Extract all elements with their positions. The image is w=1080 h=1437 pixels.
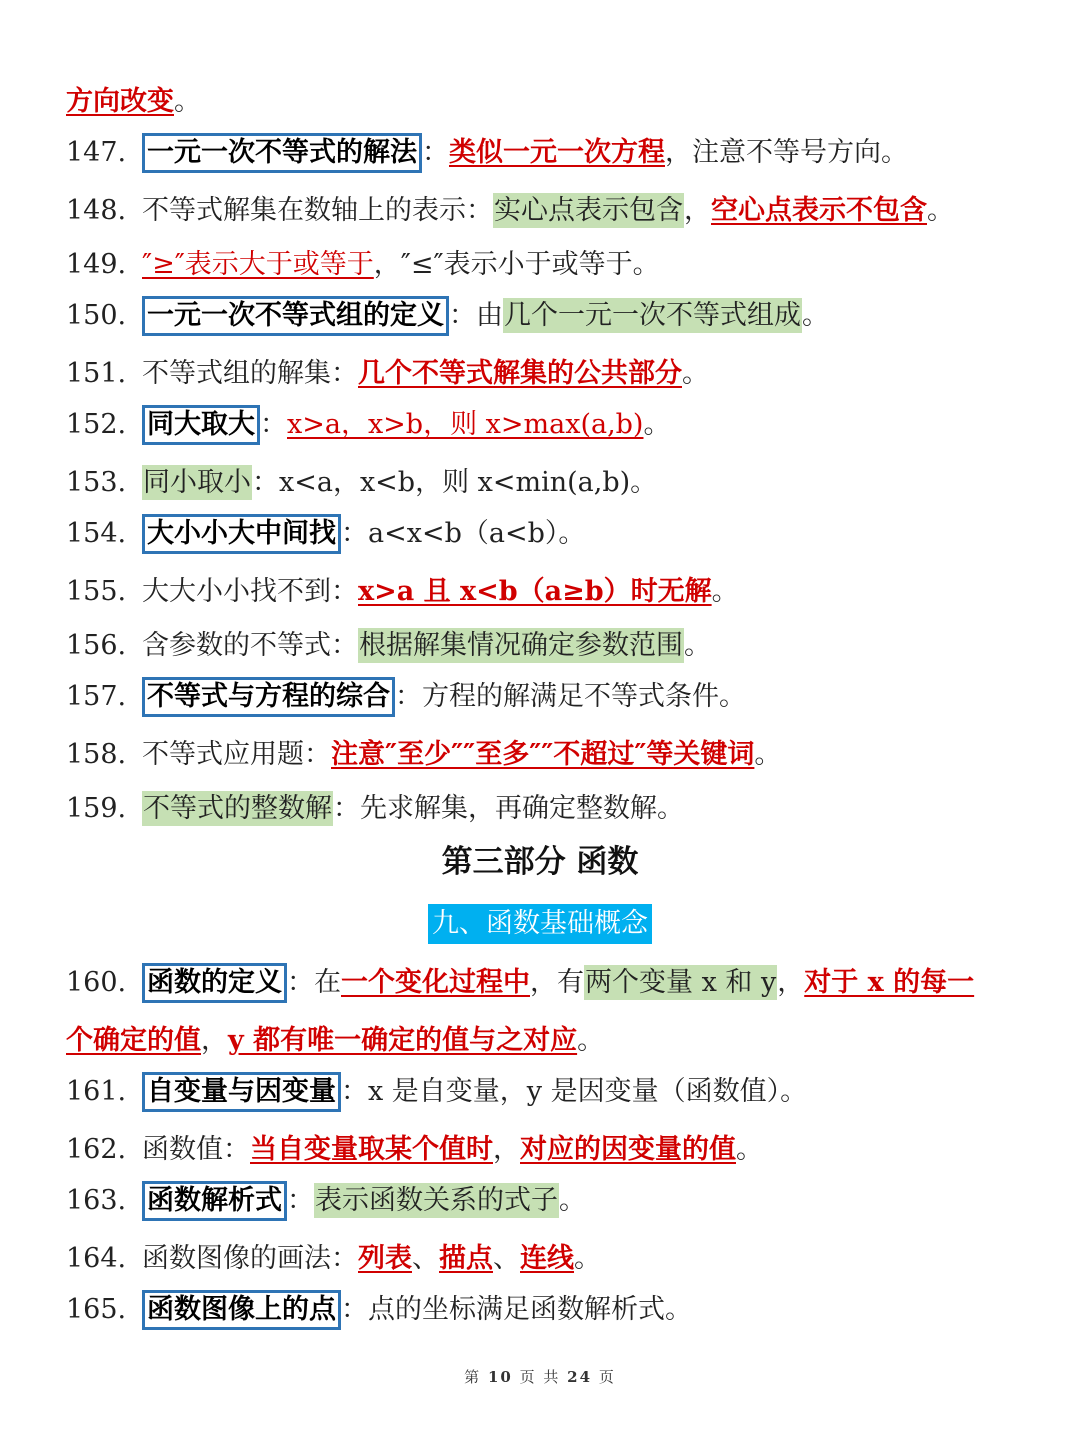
keypoint-text: 方向改变 [66, 86, 174, 117]
term-box: 不等式与方程的综合 [142, 677, 395, 717]
highlight-text: 实心点表示包含 [494, 195, 683, 226]
item-164: 164. 函数图像的画法：列表、描点、连线。 [66, 1239, 1040, 1279]
keypoint-text: 当自变量取某个值时 [250, 1134, 493, 1165]
item-160: 160. 函数的定义 ：在一个变化过程中，有两个变量 x 和 y，对于 x 的每一 [66, 963, 1040, 1003]
item-number: 161. [66, 1076, 127, 1107]
item-147: 147. 一元一次不等式的解法 ：类似一元一次方程，注意不等号方向。 [66, 133, 1040, 173]
item-153: 153. 同小取小：x<a，x<b，则 x<min(a,b)。 [66, 463, 1040, 503]
keypoint-text: 描点 [439, 1243, 493, 1274]
item-151: 151. 不等式组的解集：几个不等式解集的公共部分。 [66, 354, 1040, 394]
highlight-text: 两个变量 x 和 y [585, 967, 777, 998]
item-number: 154. [66, 518, 127, 549]
item-number: 153. [66, 467, 127, 498]
part-title: 第三部分 函数 [441, 844, 639, 880]
term-box: 函数的定义 [142, 963, 287, 1003]
item-number: 160. [66, 967, 127, 998]
item-number: 156. [66, 630, 127, 661]
term-box: 一元一次不等式组的定义 [142, 296, 449, 336]
term-box: 函数解析式 [142, 1181, 287, 1221]
highlight-text: 几个一元一次不等式组成 [504, 300, 801, 331]
item-156: 156. 含参数的不等式：根据解集情况确定参数范围。 [66, 626, 1040, 666]
highlight-text: 不等式的整数解 [143, 793, 332, 824]
keypoint-text: x>a，x>b，则 x>max(a,b) [287, 409, 644, 440]
item-162: 162. 函数值：当自变量取某个值时，对应的因变量的值。 [66, 1130, 1040, 1170]
keypoint-text: 列表 [358, 1243, 412, 1274]
item-number: 147. [66, 137, 127, 168]
item-number: 149. [66, 249, 127, 280]
item-159: 159. 不等式的整数解：先求解集，再确定整数解。 [66, 789, 1040, 829]
highlight-text: 表示函数关系的式子 [315, 1185, 558, 1216]
keypoint-text: y 都有唯一确定的值与之对应 [228, 1025, 578, 1056]
page-footer: 第 10 页 共 24 页 [464, 1368, 616, 1386]
item-165: 165. 函数图像上的点 ：点的坐标满足函数解析式。 [66, 1290, 1040, 1330]
item-163: 163. 函数解析式 ：表示函数关系的式子。 [66, 1181, 1040, 1221]
item-number: 163. [66, 1185, 127, 1216]
keypoint-text: 对应的因变量的值 [520, 1134, 736, 1165]
item-150: 150. 一元一次不等式组的定义 ：由几个一元一次不等式组成。 [66, 296, 1040, 336]
term-box: 大小小大中间找 [142, 514, 341, 554]
item-number: 152. [66, 409, 127, 440]
keypoint-text: 注意″至少″″至多″″不超过″等关键词 [331, 739, 755, 770]
keypoint-text: x>a 且 x<b（a≥b）时无解 [358, 576, 712, 607]
item-157: 157. 不等式与方程的综合 ：方程的解满足不等式条件。 [66, 677, 1040, 717]
chapter-heading [0, 904, 1080, 944]
item-number: 148. [66, 195, 127, 226]
item-152: 152. 同大取大 ：x>a，x>b，则 x>max(a,b)。 [66, 405, 1040, 445]
item-number: 150. [66, 300, 127, 331]
keypoint-text: 连线 [520, 1243, 574, 1274]
item-number: 165. [66, 1294, 127, 1325]
chapter-title: 九、函数基础概念 [428, 904, 652, 944]
keypoint-text: 对于 x 的每一 [804, 967, 975, 998]
keypoint-text: ″≥″表示大于或等于 [142, 249, 374, 280]
item-number: 155. [66, 576, 127, 607]
item-number: 162. [66, 1134, 127, 1165]
keypoint-text: 几个不等式解集的公共部分 [358, 358, 682, 389]
item-149: 149. ″≥″表示大于或等于，″≤″表示小于或等于。 [66, 245, 1040, 285]
page-total: 24 [567, 1368, 593, 1386]
keypoint-text: 类似一元一次方程 [449, 137, 665, 168]
page-number: 10 [487, 1368, 513, 1386]
keypoint-text: 空心点表示不包含 [711, 195, 927, 226]
line-continuation: 方向改变。 [66, 86, 201, 117]
item-155: 155. 大大小小找不到：x>a 且 x<b（a≥b）时无解。 [66, 572, 1040, 612]
highlight-text: 根据解集情况确定参数范围 [359, 630, 683, 661]
item-158: 158. 不等式应用题：注意″至少″″至多″″不超过″等关键词。 [66, 735, 1040, 775]
item-148: 148. 不等式解集在数轴上的表示：实心点表示包含，空心点表示不包含。 [66, 191, 1040, 231]
item-number: 164. [66, 1243, 127, 1274]
highlight-text: 同小取小 [143, 467, 251, 498]
term-box: 自变量与因变量 [142, 1072, 341, 1112]
item-number: 157. [66, 681, 127, 712]
term-box: 函数图像上的点 [142, 1290, 341, 1330]
keypoint-text: 个确定的值 [66, 1025, 201, 1056]
term-box: 同大取大 [142, 405, 260, 445]
item-160-continuation: 个确定的值，y 都有唯一确定的值与之对应。 [66, 1025, 605, 1056]
item-number: 151. [66, 358, 127, 389]
item-154: 154. 大小小大中间找 ：a<x<b（a<b）。 [66, 514, 1040, 554]
item-161: 161. 自变量与因变量 ：x 是自变量，y 是因变量（函数值）。 [66, 1072, 1040, 1112]
item-number: 158. [66, 739, 127, 770]
term-box: 一元一次不等式的解法 [142, 133, 422, 173]
keypoint-text: 一个变化过程中 [341, 967, 530, 998]
item-number: 159. [66, 793, 127, 824]
